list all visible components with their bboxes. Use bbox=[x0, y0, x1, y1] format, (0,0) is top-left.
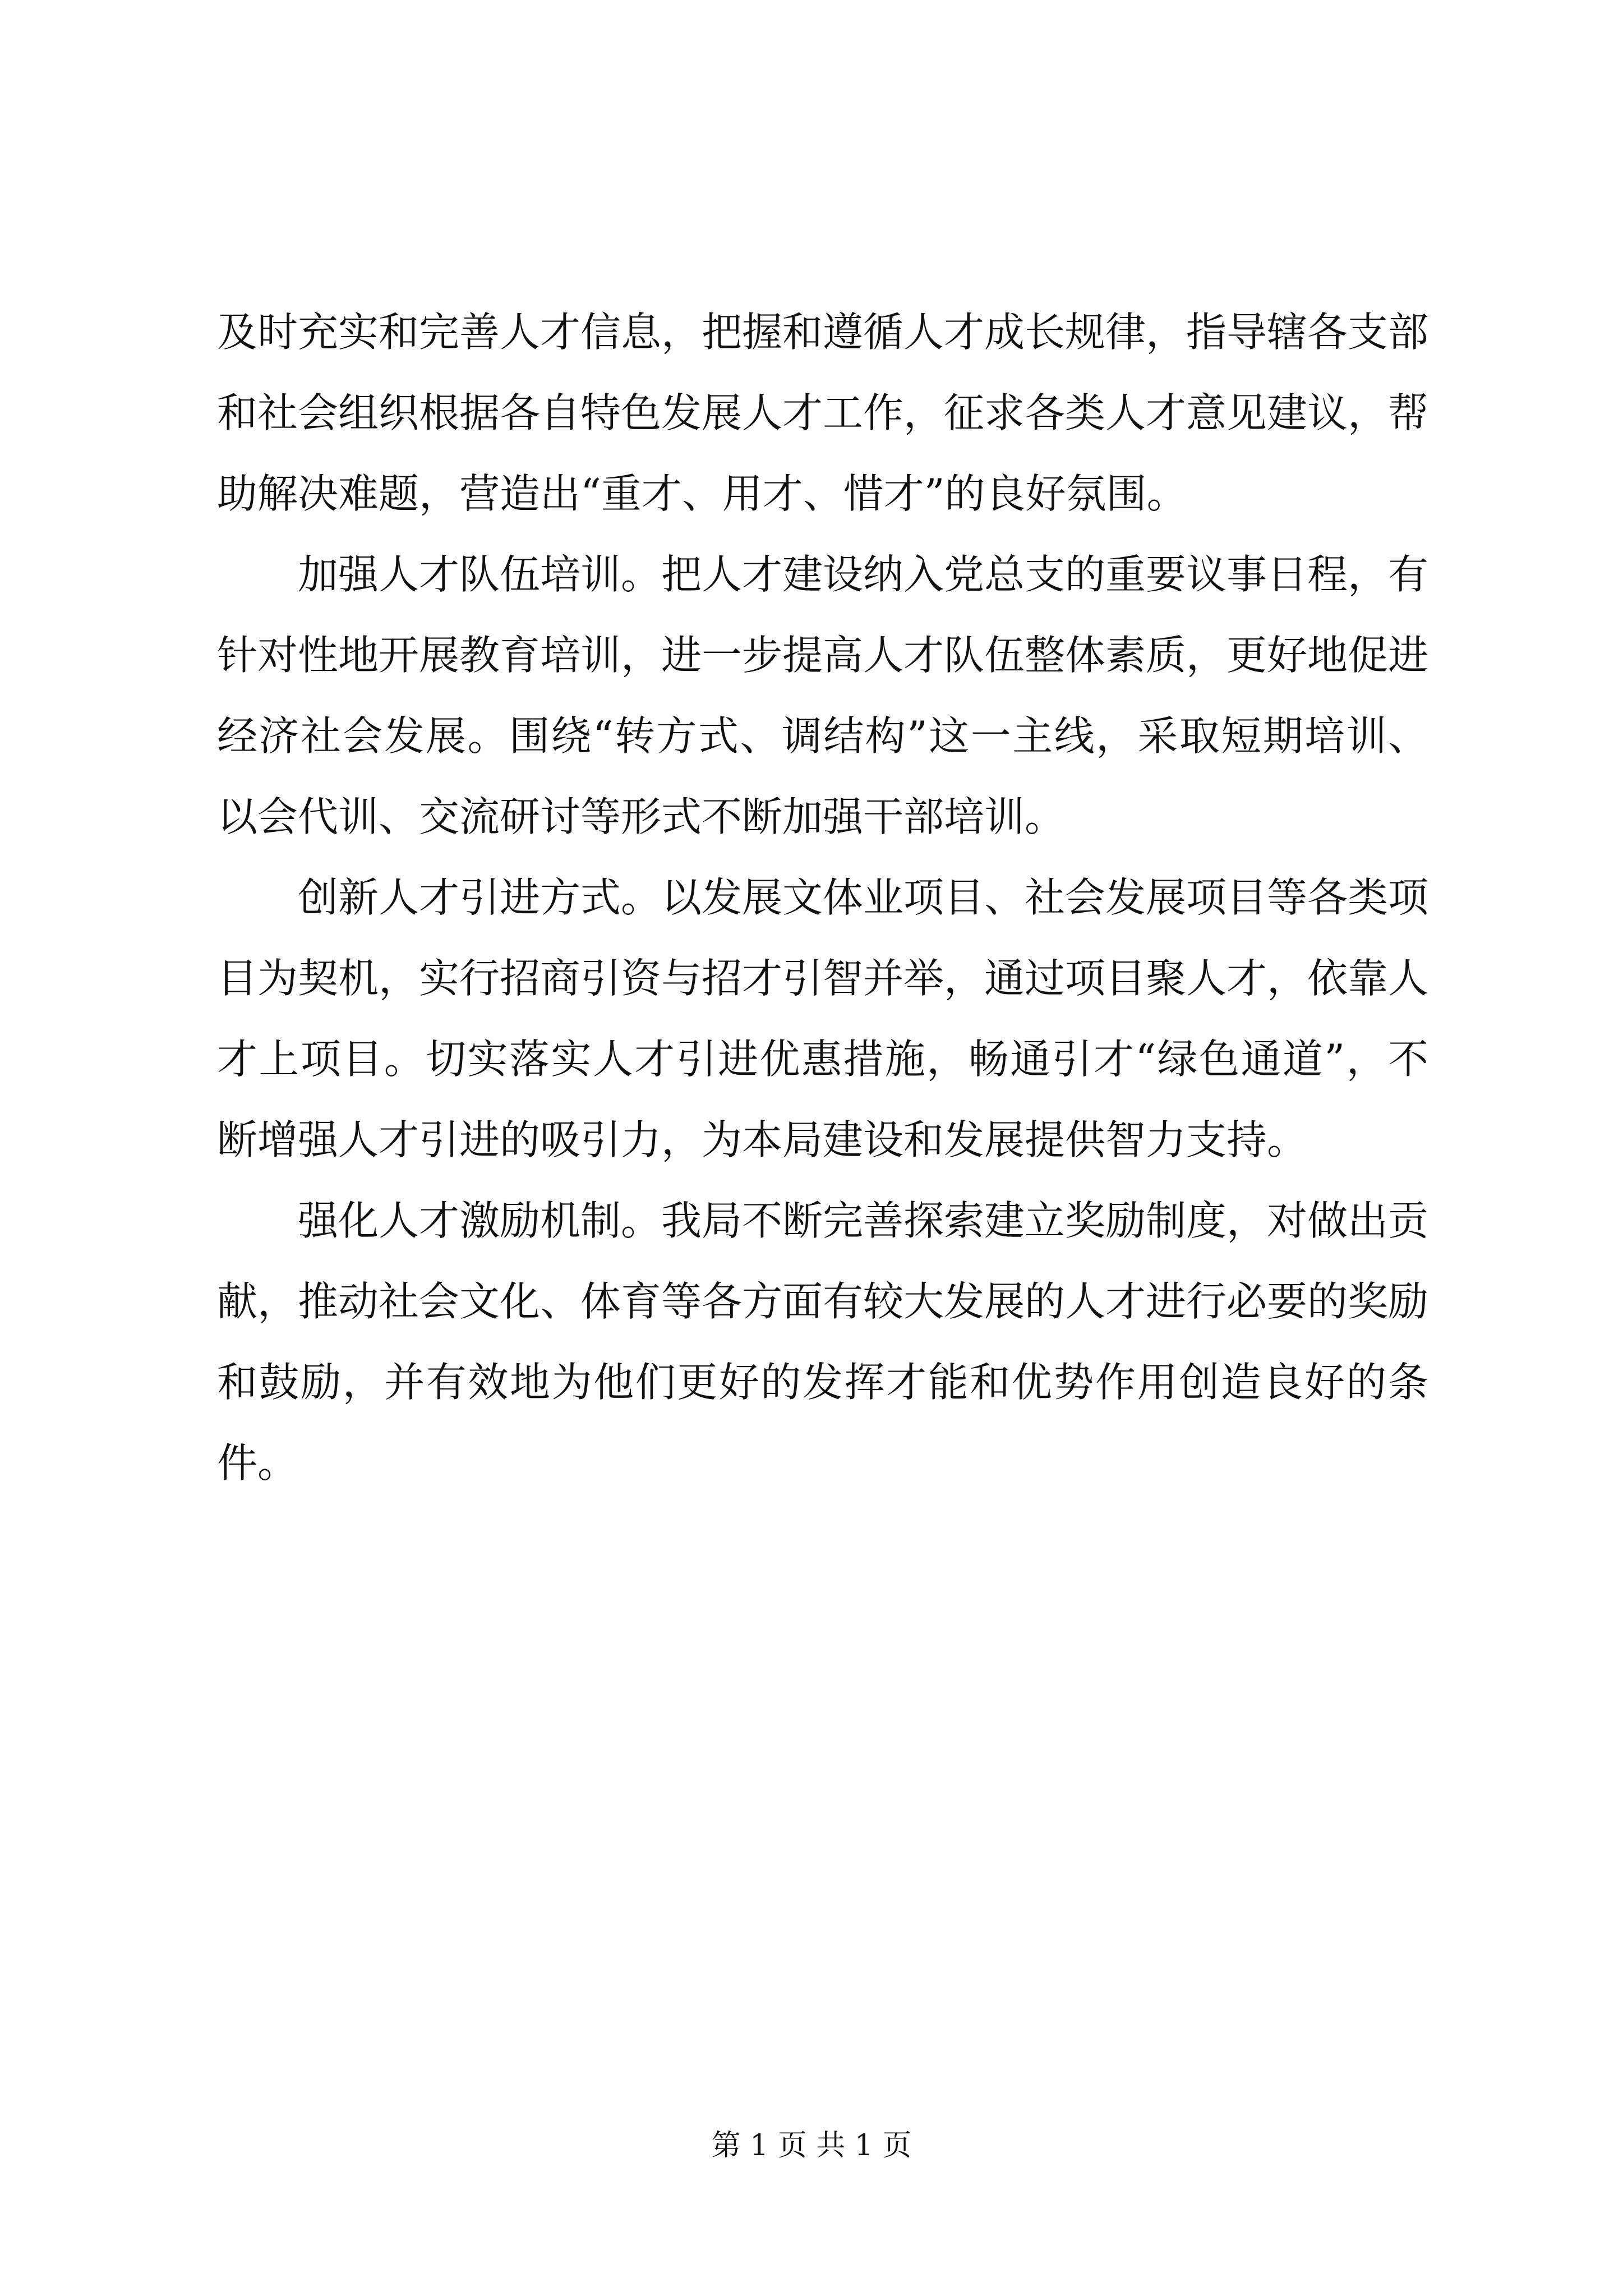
paragraph-continuation: 及时充实和完善人才信息，把握和遵循人才成长规律，指导辖各支部和社会组织根据各自特色发展人才工作，征求各类人才意见建议，帮助解决难题，营造出“重才、用才、惜才”的良好氛围。 bbox=[217, 309, 1429, 517]
paragraph-talent-training: 加强人才队伍培训。把人才建设纳入党总支的重要议事日程，有针对性地开展教育培训，进一步提高人才队伍整体素质，更好地促进经济社会发展。围绕“转方式、调结构”这一主线，采取短期培训、以会代训、交流研讨等形式不断加强干部培训。 bbox=[217, 551, 1429, 840]
paragraph-talent-incentive: 强化人才激励机制。我局不断完善探索建立奖励制度，对做出贡献，推动社会文化、体育等各方面有较大发展的人才进行必要的奖励和鼓励，并有效地为他们更好的发挥才能和优势作用创造良好的条件。 bbox=[217, 1197, 1429, 1487]
document-body bbox=[217, 292, 1428, 1503]
paragraph-talent-introduction: 创新人才引进方式。以发展文体业项目、社会发展项目等各类项目为契机，实行招商引资与招才引智并举，通过项目聚人才，依靠人才上项目。切实落实人才引进优惠措施，畅通引才“绿色通道”，不断增强人才引进的吸引力，为本局建设和发展提供智力支持。 bbox=[217, 874, 1429, 1163]
page-number-footer: 第 1 页 共 1 页 bbox=[711, 2129, 912, 2162]
